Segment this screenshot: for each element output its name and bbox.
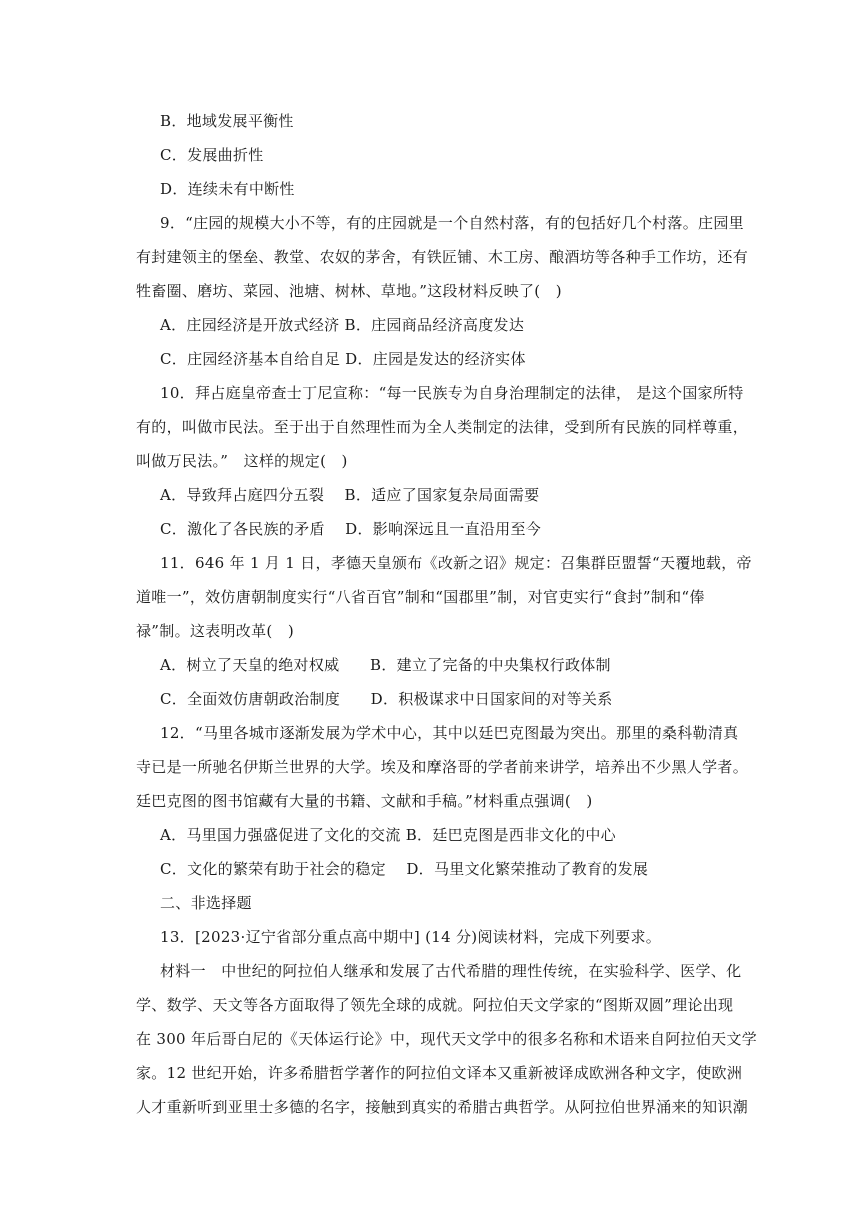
q13-material-1-line-1: 材料一 中世纪的阿拉伯人继承和发展了古代希腊的理性传统，在实验科学、医学、化 <box>160 962 742 980</box>
q12-options-ab: A．马里国力强盛促进了文化的交流 B．廷巴克图是西非文化的中心 <box>160 826 616 844</box>
q9-stem-line-2: 有封建领主的堡垒、教堂、农奴的茅舍，有铁匠铺、木工房、酿酒坊等各种手工作坊，还有 <box>136 248 749 266</box>
q13-material-1-line-2: 学、数学、天文等各方面取得了领先全球的成就。阿拉伯天文学家的“图斯双圆”理论出现 <box>136 996 734 1014</box>
q10-stem-line-1: 10．拜占庭皇帝查士丁尼宣称：“每一民族专为自身治理制定的法律， 是这个国家所特 <box>160 384 744 402</box>
q8-option-c: C．发展曲折性 <box>160 146 264 164</box>
q12-stem-line-1: 12．“马里各城市逐渐发展为学术中心，其中以廷巴克图最为突出。那里的桑科勒清真 <box>160 724 739 742</box>
q11-options-cd: C．全面效仿唐朝政治制度 D．积极谋求中日国家间的对等关系 <box>160 690 613 708</box>
q11-options-ab: A．树立了天皇的绝对权威 B．建立了完备的中央集权行政体制 <box>160 656 611 674</box>
q9-options-cd: C．庄园经济基本自给自足 D．庄园是发达的经济实体 <box>160 350 526 368</box>
q8-option-d: D．连续未有中断性 <box>160 180 295 198</box>
q11-stem-line-3: 禄”制。这表明改革( ) <box>136 622 294 640</box>
q11-stem-line-2: 道唯一”，效仿唐朝制度实行“八省百官”制和“国郡里”制，对官吏实行“食封”制和“俸 <box>136 588 705 606</box>
q10-stem-line-2: 有的，叫做市民法。至于出于自然理性而为全人类制定的法律，受到所有民族的同样尊重， <box>136 418 749 436</box>
q9-stem-line-3: 牲畜圈、磨坊、菜园、池塘、树林、草地。”这段材料反映了( ) <box>136 282 562 300</box>
q12-stem-line-3: 廷巴克图的图书馆藏有大量的书籍、文献和手稿。”材料重点强调( ) <box>136 792 593 810</box>
q12-stem-line-2: 寺已是一所驰名伊斯兰世界的大学。埃及和摩洛哥的学者前来讲学，培养出不少黑人学者。 <box>136 758 749 776</box>
q11-stem-line-1: 11．646 年 1 月 1 日，孝德天皇颁布《改新之诏》规定：召集群臣盟誓“天覆地载，帝 <box>160 554 752 572</box>
q13-material-1-line-5: 人才重新听到亚里士多德的名字，接触到真实的希腊古典哲学。从阿拉伯世界涌来的知识潮 <box>136 1098 749 1116</box>
q13-material-1-line-4: 家。12 世纪开始，许多希腊哲学著作的阿拉伯文译本又重新被译成欧洲各种文字，使欧洲 <box>136 1064 743 1082</box>
q13-material-1-line-3: 在 300 年后哥白尼的《天体运行论》中，现代天文学中的很多名称和术语来自阿拉伯天文学 <box>136 1030 758 1048</box>
q10-stem-line-3: 叫做万民法。” 这样的规定( ) <box>136 452 348 470</box>
q9-options-ab: A．庄园经济是开放式经济 B．庄园商品经济高度发达 <box>160 316 525 334</box>
q9-stem-line-1: 9．“庄园的规模大小不等，有的庄园就是一个自然村落，有的包括好几个村落。庄园里 <box>160 214 744 232</box>
q12-options-cd: C．文化的繁荣有助于社会的稳定 D．马里文化繁荣推动了教育的发展 <box>160 860 649 878</box>
q13-stem: 13．[2023·辽宁省部分重点高中期中] (14 分)阅读材料，完成下列要求。 <box>160 928 662 946</box>
q10-options-ab: A．导致拜占庭四分五裂 B．适应了国家复杂局面需要 <box>160 486 540 504</box>
q10-options-cd: C．激化了各民族的矛盾 D．影响深远且一直沿用至今 <box>160 520 542 538</box>
section-heading-non-choice: 二、非选择题 <box>160 894 252 912</box>
q8-option-b: B．地域发展平衡性 <box>160 112 294 130</box>
